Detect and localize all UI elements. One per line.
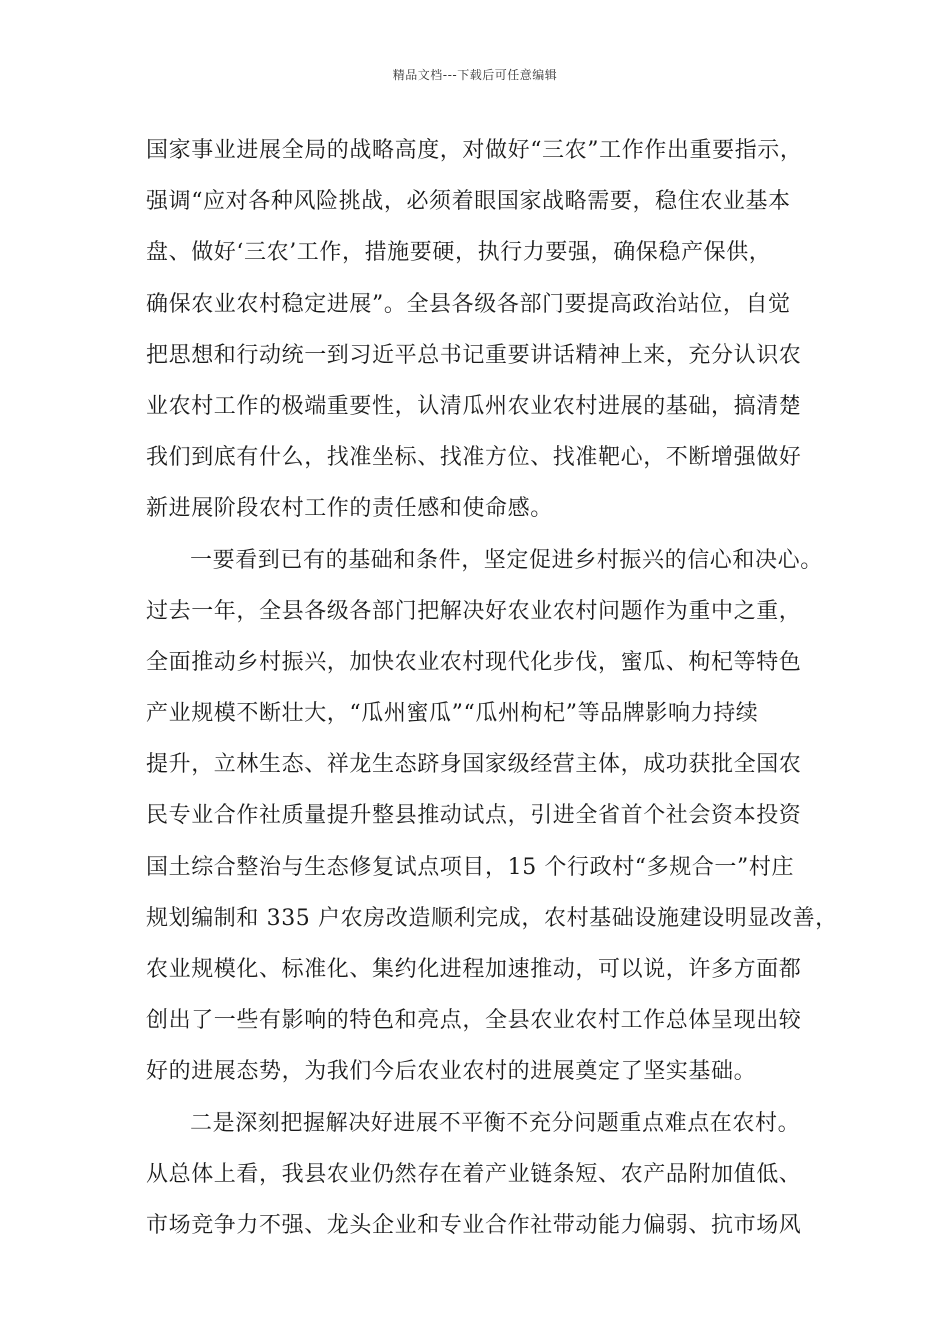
text-line: 盘、做好‘三农’工作，措施要硬，执行力要强，确保稳产保供， xyxy=(146,240,772,266)
text-line: 农业规模化、标准化、集约化进程加速推动，可以说，许多方面都 xyxy=(146,957,802,982)
text-line: 民专业合作社质量提升整县推动试点，引进全省首个社会资本投资 xyxy=(146,803,802,829)
text-line: 从总体上看，我县农业仍然存在着产业链条短、农产品附加值低、 xyxy=(146,1161,802,1187)
text-line: 国家事业进展全局的战略高度，对做好“三农”工作作出重要指示， xyxy=(146,138,803,163)
text-line: 业农村工作的极端重要性，认清瓜州农业农村进展的基础，搞清楚 xyxy=(146,393,802,419)
paragraph-start-line: 二是深刻把握解决好进展不平衡不充分问题重点难点在农村。 xyxy=(190,1110,801,1136)
text-line: 市场竞争力不强、龙头企业和专业合作社带动能力偏弱、抗市场风 xyxy=(146,1212,802,1238)
text-line: 好的进展态势，为我们今后农业农村的进展奠定了坚实基础。 xyxy=(146,1059,757,1085)
text-line: 强调“应对各种风险挑战，必须着眼国家战略需要，稳住农业基本 xyxy=(146,189,791,215)
text-line: 全面推动乡村振兴，加快农业农村现代化步伐，蜜瓜、枸杞等特色 xyxy=(146,649,802,675)
text-line: 过去一年，全县各级各部门把解决好农业农村问题作为重中之重， xyxy=(146,598,802,624)
text-line: 提升，立林生态、祥龙生态跻身国家级经营主体，成功获批全国农 xyxy=(146,752,802,778)
text-line: 新进展阶段农村工作的责任感和使命感。 xyxy=(146,496,553,522)
text-line: 创出了一些有影响的特色和亮点，全县农业农村工作总体呈现出较 xyxy=(146,1008,802,1034)
text-line: 确保农业农村稳定进展”。全县各级各部门要提高政治站位，自觉 xyxy=(146,291,791,317)
paragraph-start-line: 一要看到已有的基础和条件，坚定促进乡村振兴的信心和决心。 xyxy=(190,547,823,573)
text-line: 规划编制和 335 户农房改造顺利完成，农村基础设施建设明显改善， xyxy=(146,905,838,931)
text-line: 产业规模不断壮大，“瓜州蜜瓜”“瓜州枸杞”等品牌影响力持续 xyxy=(146,701,759,727)
text-line: 把思想和行动统一到习近平总书记重要讲话精神上来，充分认识农 xyxy=(146,342,802,368)
document-body xyxy=(146,131,838,1257)
text-line: 国土综合整治与生态修复试点项目，15 个行政村“多规合一”村庄 xyxy=(146,854,795,880)
text-line: 我们到底有什么，找准坐标、找准方位、找准靶心，不断增强做好 xyxy=(146,445,802,471)
page-header: 精品文档---下载后可任意编辑 xyxy=(392,68,558,82)
